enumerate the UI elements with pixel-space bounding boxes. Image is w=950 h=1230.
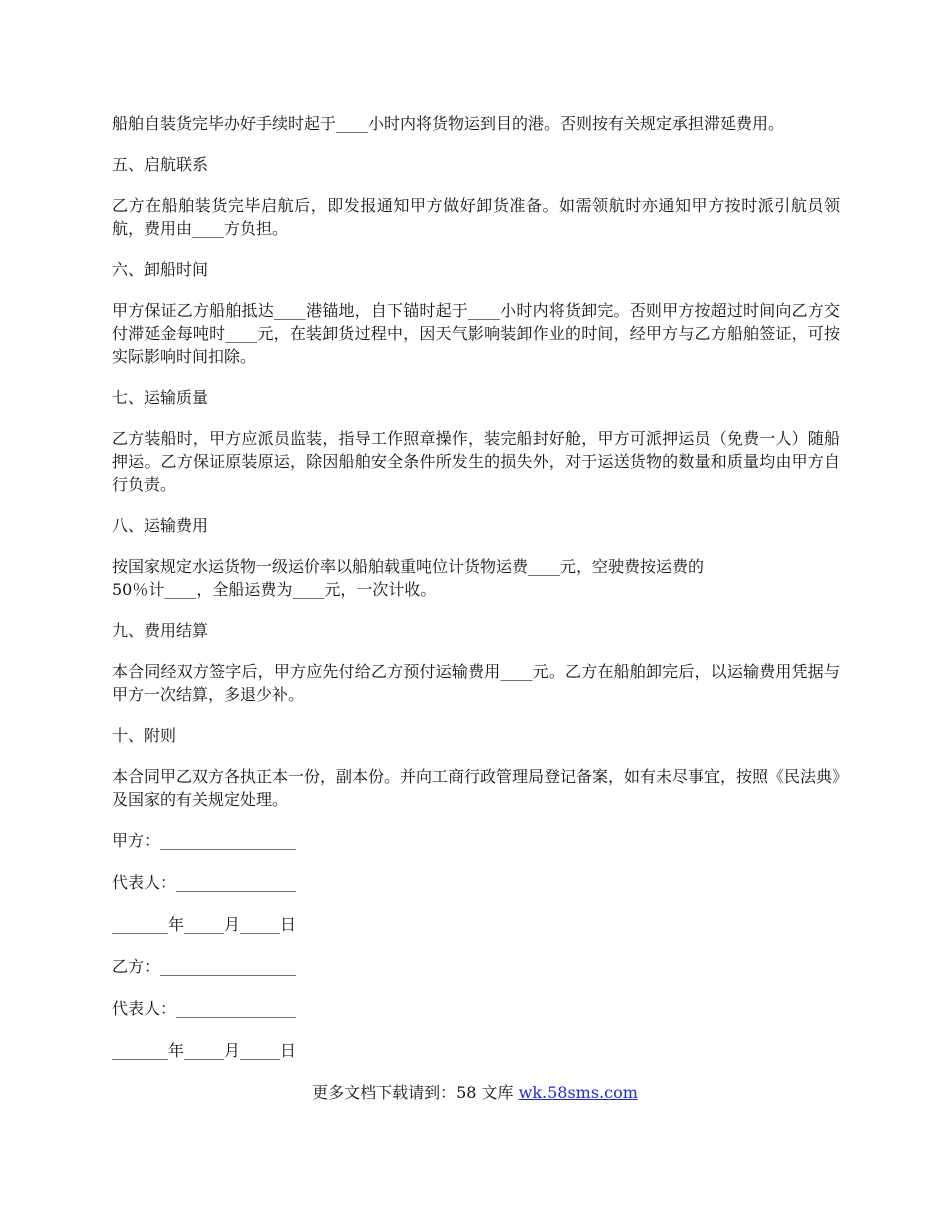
signature-party-a: 甲方：_________________ <box>112 831 297 850</box>
paragraph-supplementary-provisions: 本合同甲乙双方各执正本一份，副本份。并向工商行政管理局登记备案，如有未尽事宜，按照《民法典》及国家的有关规定处理。 <box>112 767 841 809</box>
document-body <box>112 112 840 1081</box>
paragraph-departure-contact: 乙方在船舶装货完毕启航后，即发报通知甲方做好卸货准备。如需领航时亦通知甲方按时派引航员领航，费用由____方负担。 <box>112 196 840 238</box>
signature-party-b: 乙方：_________________ <box>112 957 297 976</box>
paragraph-fee-settlement: 本合同经双方签字后，甲方应先付给乙方预付运输费用____元。乙方在船舶卸完后，以运输费用凭据与甲方一次结算，多退少补。 <box>112 662 840 704</box>
heading-transport-fees: 八、运输费用 <box>112 516 209 535</box>
footer <box>0 1080 950 1103</box>
heading-fee-settlement: 九、费用结算 <box>112 621 209 640</box>
footer-link[interactable]: wk.58sms.com <box>518 1083 638 1102</box>
paragraph-delivery-time: 船舶自装货完毕办好手续时起于____小时内将货物运到目的港。否则按有关规定承担滞延费用。 <box>112 114 785 133</box>
transport-fees-line-1: 按国家规定水运货物一级运价率以船舶载重吨位计货物运费____元，空驶费按运费的 <box>112 557 705 576</box>
footer-text: 更多文档下载请到：58 文库 <box>312 1083 519 1102</box>
signature-representative-b: 代表人：_______________ <box>112 999 297 1018</box>
heading-supplementary-provisions: 十、附则 <box>112 726 177 745</box>
transport-fees-line-2: 50％计____，全船运费为____元，一次计收。 <box>112 580 437 599</box>
heading-departure-contact: 五、启航联系 <box>112 155 209 174</box>
paragraph-unloading-time: 甲方保证乙方船舶抵达____港锚地，自下锚时起于____小时内将货卸完。否则甲方按超过时间向乙方交付滞延金每吨时____元，在装卸货过程中，因天气影响装卸作业的时间，经甲方与乙方船舶签证，可按实际影响时间扣除。 <box>112 301 840 366</box>
signature-representative-a: 代表人：_______________ <box>112 873 297 892</box>
heading-transport-quality: 七、运输质量 <box>112 388 209 407</box>
paragraph-transport-fees <box>112 555 840 601</box>
paragraph-transport-quality: 乙方装船时，甲方应派员监装，指导工作照章操作，装完船封好舱，甲方可派押运员（免费一人）随船押运。乙方保证原装原运，除因船舶安全条件所发生的损失外，对于运送货物的数量和质量均由甲方自行负责。 <box>112 429 840 494</box>
heading-unloading-time: 六、卸船时间 <box>112 260 209 279</box>
signature-date-a: _______年_____月_____日 <box>112 915 297 934</box>
signature-date-b: _______年_____月_____日 <box>112 1041 297 1060</box>
